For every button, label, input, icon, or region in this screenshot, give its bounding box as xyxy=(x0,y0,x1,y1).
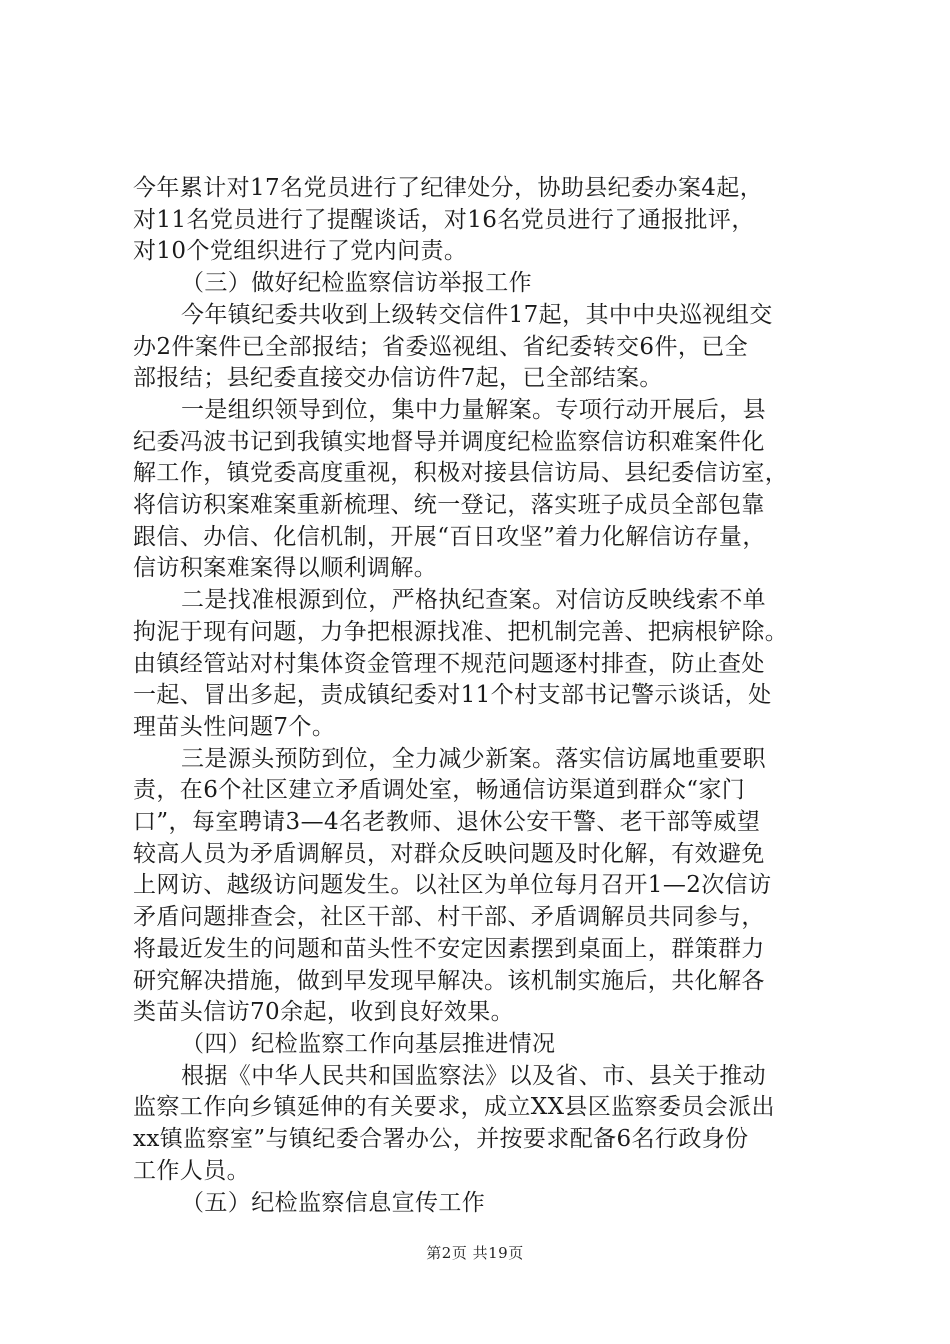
text-line: 对10个党组织进行了党内问责。 xyxy=(133,238,468,265)
text-line: 三是源头预防到位，全力减少新案。落实信访属地重要职 xyxy=(181,745,766,772)
text-line: （四）纪检监察工作向基层推进情况 xyxy=(181,1030,556,1057)
text-line: 类苗头信访70余起，收到良好效果。 xyxy=(133,999,515,1026)
page-footer: 第2页 共19页 xyxy=(426,1244,524,1262)
text-line: 部报结；县纪委直接交办信访件7起，已全部结案。 xyxy=(133,365,663,392)
text-line: 较高人员为矛盾调解员，对群众反映问题及时化解，有效避免 xyxy=(133,840,765,867)
text-line: 解工作，镇党委高度重视，积极对接县信访局、县纪委信访室， xyxy=(133,460,789,487)
text-line: 拘泥于现有问题，力争把根源找准、把机制完善、把病根铲除。 xyxy=(133,618,789,645)
body-paragraph xyxy=(133,300,833,395)
body-paragraph xyxy=(133,585,833,744)
text-line: （五）纪检监察信息宣传工作 xyxy=(181,1189,486,1216)
section-heading xyxy=(133,1188,833,1220)
text-line: 纪委冯波书记到我镇实地督导并调度纪检监察信访积难案件化 xyxy=(133,428,765,455)
body-paragraph xyxy=(133,744,833,1029)
text-line: 理苗头性问题7个。 xyxy=(133,713,336,740)
text-line: 今年镇纪委共收到上级转交信件17起，其中中央巡视组交 xyxy=(181,301,773,328)
body-paragraph xyxy=(133,1061,833,1188)
text-line: 矛盾问题排查会，社区干部、村干部、矛盾调解员共同参与， xyxy=(133,904,765,931)
text-line: 口”，每室聘请3—4名老教师、退休公安干警、老干部等威望 xyxy=(133,809,761,836)
text-line: 二是找准根源到位，严格执纪查案。对信访反映线索不单 xyxy=(181,587,766,614)
text-line: 将最近发生的问题和苗头性不安定因素摆到桌面上，群策群力 xyxy=(133,935,765,962)
text-line: （三）做好纪检监察信访举报工作 xyxy=(181,270,532,297)
text-line: 由镇经管站对村集体资金管理不规范问题逐村排查，防止查处 xyxy=(133,650,765,677)
section-heading xyxy=(133,1029,833,1061)
text-line: xx镇监察室”与镇纪委合署办公，并按要求配备6名行政身份 xyxy=(133,1126,749,1153)
text-line: 今年累计对17名党员进行了纪律处分，协助县纪委办案4起， xyxy=(133,175,764,201)
text-line: 一是组织领导到位，集中力量解案。专项行动开展后，县 xyxy=(181,396,766,423)
text-line: 根据《中华人民共和国监察法》以及省、市、县关于推动 xyxy=(181,1062,766,1089)
text-line: 将信访积案难案重新梳理、统一登记，落实班子成员全部包靠 xyxy=(133,492,765,519)
text-line: 信访积案难案得以顺利调解。 xyxy=(133,555,438,582)
text-line: 责，在6个社区建立矛盾调处室，畅通信访渠道到群众“家门 xyxy=(133,777,746,804)
text-line: 工作人员。 xyxy=(133,1157,250,1184)
text-line: 上网访、越级访问题发生。以社区为单位每月召开1—2次信访 xyxy=(133,872,772,899)
body-paragraph xyxy=(133,395,833,585)
text-line: 对11名党员进行了提醒谈话，对16名党员进行了通报批评， xyxy=(133,206,755,233)
text-line: 办2件案件已全部报结；省委巡视组、省纪委转交6件，已全 xyxy=(133,333,749,360)
text-line: 一起、冒出多起，责成镇纪委对11个村支部书记警示谈话，处 xyxy=(133,682,772,709)
text-line: 研究解决措施，做到早发现早解决。该机制实施后，共化解各 xyxy=(133,967,765,994)
section-heading xyxy=(133,268,833,300)
body-paragraph xyxy=(133,173,833,268)
document-body xyxy=(133,173,833,1219)
text-line: 跟信、办信、化信机制，开展“百日攻坚”着力化解信访存量， xyxy=(133,523,766,550)
text-line: 监察工作向乡镇延伸的有关要求，成立XX县区监察委员会派出 xyxy=(133,1094,775,1121)
